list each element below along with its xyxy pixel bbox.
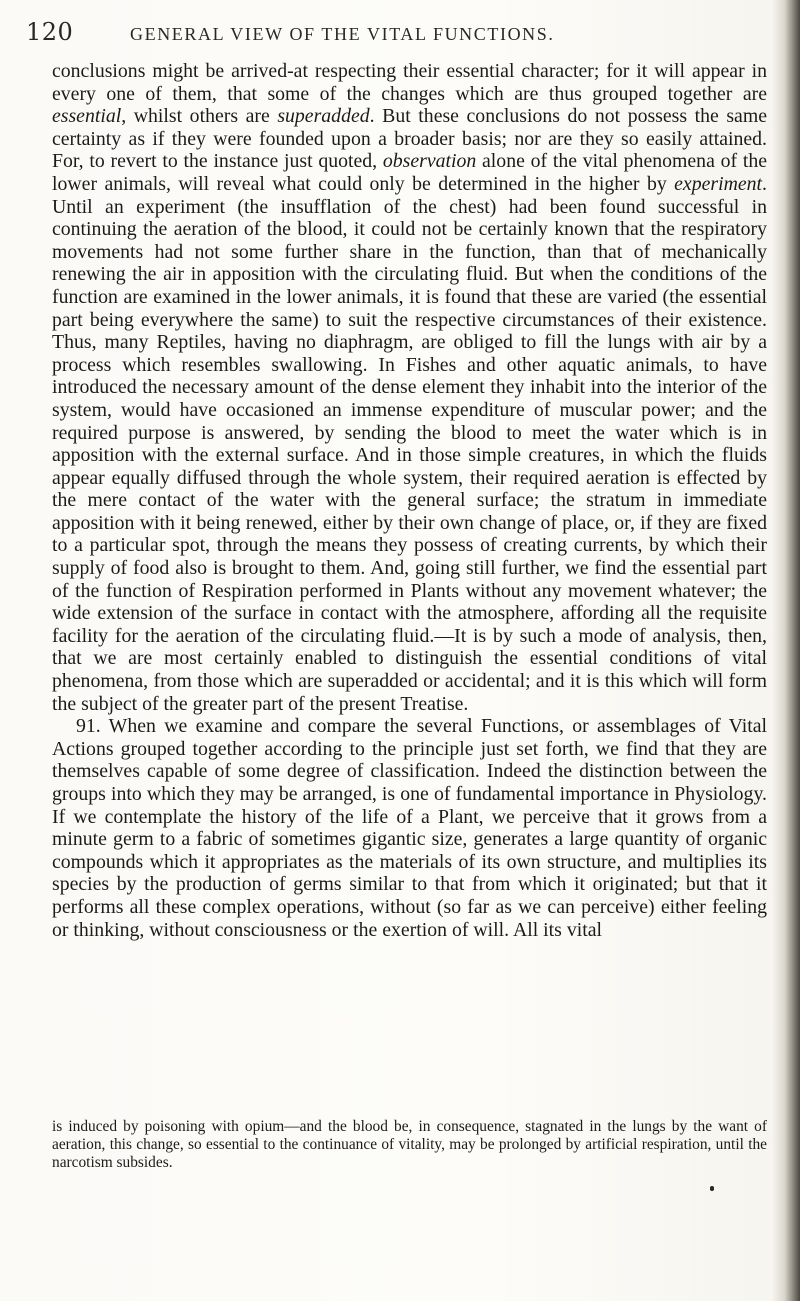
paragraph-1-text-b: , whilst others are [121,105,278,128]
emphasis-experiment: experiment [674,172,763,195]
emphasis-observation: observation [382,150,477,173]
paragraph-1-text-a: conclusions might be arrived-at respecting their essential character; for it will appear in every one of them, that some of the changes which are thus grouped together are [52,60,767,105]
paragraph-1-text-d: alone of the vital phenomena of the lower animals, will reveal what could only be determined in the higher by [52,150,767,195]
emphasis-superadded: superadded [277,105,370,128]
running-head [26,18,766,58]
emphasis-essential: essential [52,105,122,128]
page-edge-shadow [772,0,800,1301]
paragraph-1-text-e: . Until an experiment (the insufflation of the chest) had been found successful in continuing the aeration of the blood, it could not be certainly known that the respiratory movements had not some further share in the function, than that of mechanically renewing the air in apposition with the circulating fluid. But when the conditions of the function are examined in the lower animals, it is found that these are varied (the essential part being everywhere the same) to suit the respective circumstances of their existence. Thus, many Reptiles, having no diaphragm, are obliged to fill the lungs with air by a process which resembles swallowing. In Fishes and other aquatic animals, to have introduced the necessary amount of the dense element they inhabit into the interior of the system, would have occasioned an immense expenditure of muscular power; and the required purpose is answered, by sending the blood to meet the water which is in apposition with the external surface. And in those simple creatures, in which the fluids appear equally diffused through the whole system, their required aeration is effected by the mere contact of the water with the general surface; the stratum in immediate apposition with it being renewed, either by their own change of place, or, if they are fixed to a particular spot, through the means they possess of creating currents, by which their supply of food also is brought to them. And, going still further, we find the essential part of the function of Respiration performed in Plants without any movement whatever; the wide extension of the surface in contact with the atmosphere, affording all the requisite facility for the aeration of the circulating fluid.—It is by such a mode of analysis, then, that we are most certainly enabled to distinguish the essential conditions of vital phenomena, from those which are superadded or accidental; and it is this which will form the subject of the greater part of the present Treatise. [52,172,767,715]
body-text [52,60,767,941]
paragraph-continuation [52,60,767,715]
ink-speck [710,1186,714,1191]
paragraph-1-text-c: . But these conclusions do not possess the same certainty as if they were founded upon a broader basis; nor are they so easily attained. For, to revert to the instance just quoted, [52,105,768,173]
running-head-title: GENERAL VIEW OF THE VITAL FUNCTIONS. [130,24,555,44]
paragraph-91: 91. When we examine and compare the several Functions, or assemblages of Vital Actions grouped together according to the principle just set forth, we find that they are themselves capable of some degree of classification. Indeed the distinction between the groups into which they may be arranged, is one of fundamental importance in Physiology. If we contemplate the history of the life of a Plant, we perceive that it grows from a minute germ to a fabric of sometimes gigantic size, generates a large quantity of organic compounds which it appropriates as the materials of its own structure, and multiplies its species by the production of germs similar to that from which it originated; but that it performs all these complex operations, without (so far as we can perceive) either feeling or thinking, without consciousness or the exertion of will. All its vital [52,715,767,941]
page-number: 120 [26,18,74,46]
footnote: is induced by poisoning with opium—and the blood be, in consequence, stagnated in the lungs by the want of aeration, this change, so essential to the continuance of vitality, may be prolonged by artificial respiration, until the narcotism subsides. [52,1118,767,1171]
